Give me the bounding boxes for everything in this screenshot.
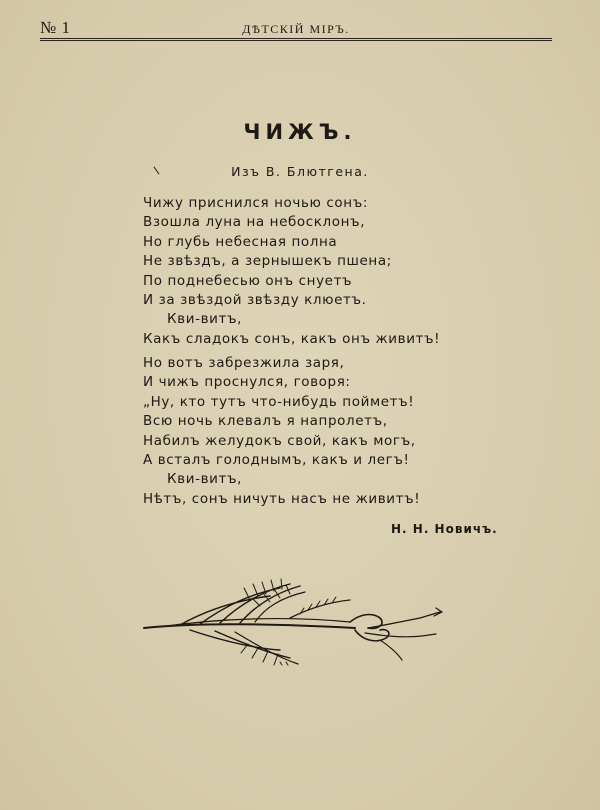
verse-line: И чижъ проснулся, говоря: <box>143 374 351 391</box>
running-title: ДѢТСКІЙ МІРЪ. <box>242 22 350 36</box>
verse-line: Набилъ желудокъ свой, какъ могъ, <box>143 432 416 449</box>
verse-line: Чижу приснился ночью сонъ: <box>143 195 368 211</box>
verse-line: Нѣтъ, сонъ ничуть насъ не живитъ! <box>143 490 421 507</box>
poem-source: Изъ В. Блютгена. <box>231 164 369 179</box>
verse-line: А всталъ голоднымъ, какъ и легъ! <box>143 451 410 468</box>
header-rule <box>40 38 552 41</box>
verse-line: „Ну, кто тутъ что-нибудь пойметъ! <box>143 393 415 410</box>
verse-line: И за звѣздой звѣзду клюетъ. <box>143 291 367 308</box>
verse-line: Взошла луна на небосклонъ, <box>143 214 366 231</box>
stanza-1 <box>143 194 440 349</box>
verse-line: Не звѣздъ, а зернышекъ пшена; <box>143 253 392 270</box>
poem-author: Н. Н. Новичъ. <box>391 522 498 536</box>
verse-line: Всю ночь клевалъ я напролетъ, <box>143 413 388 430</box>
refrain-line: Кви-витъ, <box>167 311 243 328</box>
poem-title: ЧИЖЪ. <box>243 120 357 144</box>
verse-line: Какъ сладокъ сонъ, какъ онъ живитъ! <box>143 330 441 347</box>
refrain-line: Кви-витъ, <box>167 471 243 488</box>
palm-branch-ribbon-icon <box>140 578 445 668</box>
issue-number: № 1 <box>40 18 71 37</box>
stanza-2 <box>143 354 420 509</box>
page-header <box>40 18 552 40</box>
verse-line: Но вотъ забрезжила заря, <box>143 355 345 371</box>
verse-line: По поднебесью онъ снуетъ <box>143 272 353 289</box>
verse-line: Но глубь небесная полна <box>143 233 338 250</box>
